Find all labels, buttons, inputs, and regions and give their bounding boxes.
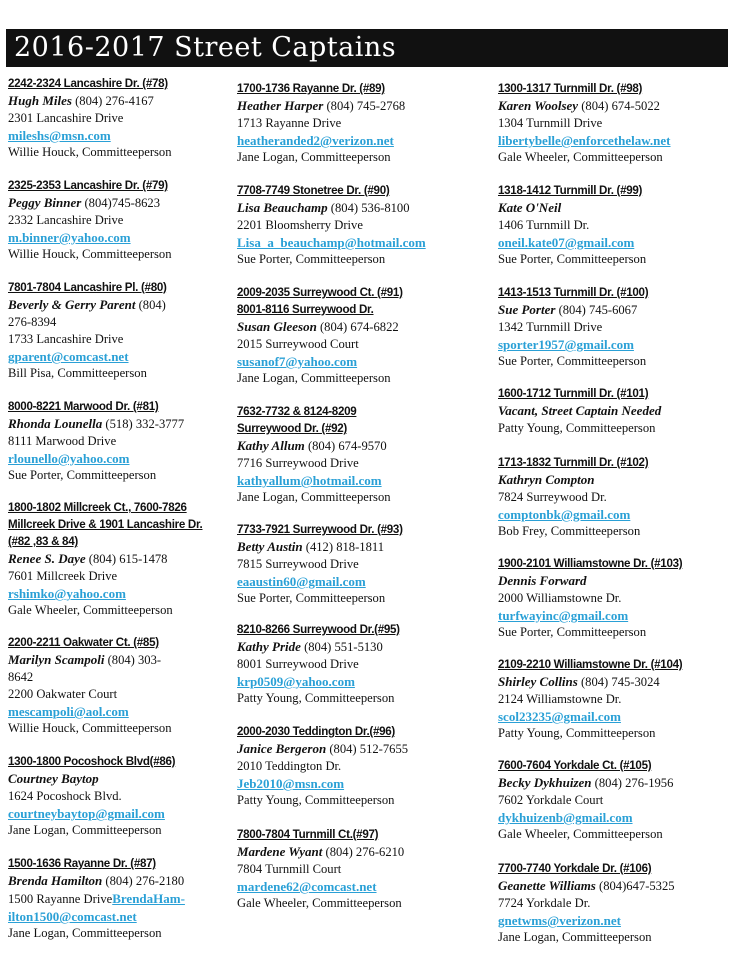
captain-address: 2000 Williamstowne Dr. <box>498 591 622 605</box>
committeeperson: Gale Wheeler, Committeeperson <box>8 603 173 617</box>
email-link[interactable]: m.binner@yahoo.com <box>8 230 131 245</box>
captain-name: Hugh Miles <box>8 93 72 108</box>
captain-phone: (804) 745-2768 <box>323 99 406 113</box>
committeeperson: Bob Frey, Committeeperson <box>498 524 641 538</box>
captain-phone: (804) <box>135 298 166 312</box>
captain-address: 7716 Surreywood Drive <box>237 456 359 470</box>
captain-address-line <box>237 556 403 573</box>
committeeperson: Gale Wheeler, Committeeperson <box>237 896 402 910</box>
email-link[interactable]: rlounello@yahoo.com <box>8 451 130 466</box>
captain-name: Beverly & Gerry Parent <box>8 297 136 312</box>
email-link[interactable]: courtneybaytop@gmail.com <box>8 806 165 821</box>
captain-name: Heather Harper <box>237 98 324 113</box>
committeeperson: Jane Logan, Committeeperson <box>237 150 391 164</box>
captain-line <box>498 301 648 319</box>
captain-name: Lisa Beauchamp <box>237 200 328 215</box>
street-range-header: 1713-1832 Turnmill Dr. (#102) <box>498 456 649 469</box>
captain-address: 1733 Lancashire Drive <box>8 332 124 346</box>
captain-name: Becky Dykhuizen <box>498 775 592 790</box>
street-captain-entry <box>8 177 172 263</box>
captain-phone: (804)647-5325 <box>595 879 675 893</box>
street-captain-entry <box>498 656 682 742</box>
street-captain-entry <box>8 855 185 942</box>
captain-phone: (804) 745-3024 <box>577 675 660 689</box>
captain-line <box>8 194 172 212</box>
captain-address: 1500 Rayanne Drive <box>8 892 113 906</box>
captain-address: 2201 Bloomsherry Drive <box>237 218 363 232</box>
committeeperson: Gale Wheeler, Committeeperson <box>498 150 663 164</box>
captain-phone: (804) 276-4167 <box>71 94 154 108</box>
street-range-header: 7800-7804 Turnmill Ct.(#97) <box>237 828 379 841</box>
street-captain-entry <box>498 454 648 540</box>
committeeperson: Sue Porter, Committeeperson <box>8 468 157 482</box>
captain-line <box>498 471 648 489</box>
captain-line <box>237 740 408 758</box>
street-range-header: 8000-8221 Marwood Dr. (#81) <box>8 400 159 413</box>
captain-address-line <box>498 691 682 708</box>
captain-phone: (804) 276-1956 <box>591 776 674 790</box>
street-range-header: 1700-1736 Rayanne Dr. (#89) <box>237 82 385 95</box>
captain-address-line <box>237 656 400 673</box>
captain-address-line <box>498 895 675 912</box>
captain-line <box>237 97 405 115</box>
captain-phone: (804) 674-5022 <box>578 99 660 113</box>
committeeperson: Sue Porter, Committeeperson <box>498 625 647 639</box>
captain-address: 1713 Rayanne Drive <box>237 116 342 130</box>
captain-address-line <box>498 489 648 506</box>
email-link[interactable]: comptonbk@gmail.com <box>498 507 631 522</box>
committeeperson: Bill Pisa, Committeeperson <box>8 366 147 380</box>
street-captain-entry <box>8 75 172 161</box>
captain-name: Dennis Forward <box>498 573 587 588</box>
captain-name: Rhonda Lounella <box>8 416 103 431</box>
captain-address: 2124 Williamstowne Dr. <box>498 692 622 706</box>
street-captain-entry <box>237 284 403 387</box>
street-captain-entry <box>8 279 167 382</box>
captain-line <box>237 538 403 556</box>
page-title: 2016-2017 Street Captains <box>14 32 397 63</box>
street-range-header: 1300-1800 Pocoshock Blvd(#86) <box>8 755 176 768</box>
committeeperson: Patty Young, Committeeperson <box>237 691 395 705</box>
committeeperson: Willie Houck, Committeeperson <box>8 145 172 159</box>
captain-phone: (804) 615-1478 <box>85 552 168 566</box>
captain-address-line <box>8 433 184 450</box>
captain-name: Marilyn Scampoli <box>8 652 105 667</box>
captain-name: Janice Bergeron <box>237 741 327 756</box>
captain-line <box>237 638 400 656</box>
captain-address-line <box>237 217 426 234</box>
captain-phone: (804) 551-5130 <box>300 640 383 654</box>
email-link[interactable]: rshimko@yahoo.com <box>8 586 126 601</box>
email-link[interactable]: gparent@comcast.net <box>8 349 129 364</box>
email-link[interactable]: mescampoli@aol.com <box>8 704 129 719</box>
captain-line <box>237 318 403 336</box>
captain-address-line <box>498 319 648 336</box>
captain-address: 2200 Oakwater Court <box>8 687 118 701</box>
captain-address: 7602 Yorkdale Court <box>498 793 604 807</box>
captain-address-line <box>237 861 404 878</box>
street-range-header: 8001-8116 Surreywood Dr. <box>237 303 374 316</box>
street-captain-entry <box>237 723 408 809</box>
captain-phone-cont: 276-8394 <box>8 315 57 329</box>
captain-address: 1304 Turnmill Drive <box>498 116 603 130</box>
captain-name: Brenda Hamilton <box>8 873 103 888</box>
street-range-header: Surreywood Dr. (#92) <box>237 422 347 435</box>
captain-line <box>8 651 172 669</box>
captain-address-line <box>498 217 646 234</box>
captain-line <box>237 843 404 861</box>
street-range-header: 1318-1412 Turnmill Dr. (#99) <box>498 184 643 197</box>
captain-name: Susan Gleeson <box>237 319 317 334</box>
captain-name: Kate O'Neil <box>498 200 562 215</box>
street-captain-entry <box>498 182 646 268</box>
captain-name: Kathryn Compton <box>498 472 595 487</box>
captain-name: Mardene Wyant <box>237 844 323 859</box>
street-range-header: 7700-7740 Yorkdale Dr. (#106) <box>498 862 652 875</box>
street-range-header: 7733-7921 Surreywood Dr. (#93) <box>237 523 403 536</box>
captain-address-line <box>8 110 172 127</box>
committeeperson: Jane Logan, Committeeperson <box>237 371 391 385</box>
committeeperson: Jane Logan, Committeeperson <box>498 930 652 944</box>
street-range-header: 7708-7749 Stonetree Dr. (#90) <box>237 184 390 197</box>
email-link[interactable]: libertybelle@enforcethelaw.net <box>498 133 671 148</box>
street-captain-entry <box>498 80 671 166</box>
captain-line <box>8 415 184 433</box>
captain-address: 8111 Marwood Drive <box>8 434 117 448</box>
street-captain-entry <box>237 521 403 607</box>
captain-name: Betty Austin <box>237 539 303 554</box>
captain-phone-cont: 8642 <box>8 670 34 684</box>
captain-line <box>237 437 391 455</box>
email-link[interactable]: dykhuizenb@gmail.com <box>498 810 633 825</box>
street-captain-entry <box>498 385 661 437</box>
captain-address-line <box>8 788 175 805</box>
street-range-header: 2325-2353 Lancashire Dr. (#79) <box>8 179 168 192</box>
email-link[interactable]: mardene62@comcast.net <box>237 879 377 894</box>
street-range-header: 2200-2211 Oakwater Ct. (#85) <box>8 636 159 649</box>
email-link[interactable]: heatheranded2@verizon.net <box>237 133 394 148</box>
street-range-header: 1500-1636 Rayanne Dr. (#87) <box>8 857 156 870</box>
committeeperson: Jane Logan, Committeeperson <box>8 823 162 837</box>
captain-address: 1406 Turnmill Dr. <box>498 218 590 232</box>
captain-address: 2301 Lancashire Drive <box>8 111 124 125</box>
street-range-header: 2109-2210 Williamstowne Dr. (#104) <box>498 658 683 671</box>
captain-name: Shirley Collins <box>498 674 578 689</box>
captain-line <box>498 402 661 420</box>
committeeperson: Willie Houck, Committeeperson <box>8 721 172 735</box>
captain-address-line <box>8 890 185 908</box>
email-link[interactable]: kathyallum@hotmail.com <box>237 473 382 488</box>
committeeperson: Willie Houck, Committeeperson <box>8 247 172 261</box>
street-captain-entry <box>237 403 391 506</box>
captain-name: Geanette Williams <box>498 878 596 893</box>
captain-line <box>8 92 172 110</box>
captain-phone: (804) 745-6067 <box>555 303 638 317</box>
street-range-header: 2009-2035 Surreywood Ct. (#91) <box>237 286 403 299</box>
captain-address-line <box>8 568 202 585</box>
captain-address: 8001 Surreywood Drive <box>237 657 359 671</box>
captain-address-line <box>8 212 172 229</box>
captain-line <box>498 877 675 895</box>
street-captain-entry <box>237 621 400 707</box>
street-range-header: 7801-7804 Lancashire Pl. (#80) <box>8 281 167 294</box>
captain-line <box>498 97 671 115</box>
captain-address: 2332 Lancashire Drive <box>8 213 124 227</box>
committeeperson: Gale Wheeler, Committeeperson <box>498 827 663 841</box>
captain-address-line <box>237 758 408 775</box>
captain-line <box>8 872 185 890</box>
captain-address: 1342 Turnmill Drive <box>498 320 603 334</box>
captain-address: 7601 Millcreek Drive <box>8 569 118 583</box>
committeeperson: Sue Porter, Committeeperson <box>237 252 386 266</box>
email-link[interactable]: BrendaHam- <box>112 891 185 906</box>
captain-address-line <box>237 336 403 353</box>
street-captain-entry <box>498 757 673 843</box>
street-captain-entry <box>237 182 426 268</box>
email-link[interactable]: eaaustin60@gmail.com <box>237 574 366 589</box>
street-range-header: 8210-8266 Surreywood Dr.(#95) <box>237 623 400 636</box>
captain-phone: (804) 536-8100 <box>327 201 410 215</box>
street-captain-entry <box>8 753 175 839</box>
captain-phone: (412) 818-1811 <box>302 540 385 554</box>
captain-phone: (518) 332-3777 <box>102 417 185 431</box>
captain-name: Peggy Binner <box>8 195 82 210</box>
committeeperson: Sue Porter, Committeeperson <box>237 591 386 605</box>
captain-address: 7815 Surreywood Drive <box>237 557 359 571</box>
captain-phone: (804) 276-2180 <box>102 874 185 888</box>
captain-phone: (804) 674-6822 <box>316 320 399 334</box>
captain-name: Sue Porter <box>498 302 556 317</box>
captain-line <box>498 572 682 590</box>
captain-address-line <box>498 792 673 809</box>
street-range-header: 2000-2030 Teddington Dr.(#96) <box>237 725 395 738</box>
captain-phone: (804) 512-7655 <box>326 742 409 756</box>
captain-address-line <box>498 115 671 132</box>
committeeperson: Patty Young, Committeeperson <box>498 421 656 435</box>
email-link[interactable]: gnetwms@verizon.net <box>498 913 621 928</box>
captain-name: Kathy Allum <box>237 438 305 453</box>
street-captain-entry <box>498 284 648 370</box>
email-link[interactable]: Jeb2010@msn.com <box>237 776 345 791</box>
email-link[interactable]: susanof7@yahoo.com <box>237 354 358 369</box>
captain-line <box>498 774 673 792</box>
captain-name: Karen Woolsey <box>498 98 579 113</box>
street-captain-entry <box>8 398 184 484</box>
street-captain-entry <box>8 499 202 619</box>
captain-line <box>8 770 175 788</box>
captain-address-line <box>498 590 682 607</box>
street-captain-entry <box>8 634 172 737</box>
captain-name: Renee S. Daye <box>8 551 86 566</box>
street-range-header: 1413-1513 Turnmill Dr. (#100) <box>498 286 649 299</box>
committeeperson: Sue Porter, Committeeperson <box>498 354 647 368</box>
captain-address: 7824 Surreywood Dr. <box>498 490 607 504</box>
street-range-header: 7600-7604 Yorkdale Ct. (#105) <box>498 759 652 772</box>
email-link[interactable]: sporter1957@gmail.com <box>498 337 634 352</box>
captain-phone: (804) 276-6210 <box>322 845 405 859</box>
captain-name: Vacant, Street Captain Needed <box>498 403 662 418</box>
captain-line <box>8 550 202 568</box>
captain-line <box>237 199 426 217</box>
captain-address: 1624 Pocoshock Blvd. <box>8 789 122 803</box>
street-range-header: 1600-1712 Turnmill Dr. (#101) <box>498 387 649 400</box>
captain-line <box>8 296 167 314</box>
captain-address-line <box>237 115 405 132</box>
captain-address-line <box>237 455 391 472</box>
captain-phone: (804) 303- <box>104 653 162 667</box>
email-link[interactable]: krp0509@yahoo.com <box>237 674 355 689</box>
email-link[interactable]: oneil.kate07@gmail.com <box>498 235 635 250</box>
email-link[interactable]: scol23235@gmail.com <box>498 709 621 724</box>
email-link[interactable]: turfwayinc@gmail.com <box>498 608 629 623</box>
captain-address-line <box>8 686 172 703</box>
title-banner <box>6 29 728 67</box>
street-range-header: 1800-1802 Millcreek Ct., 7600-7826 <box>8 501 187 514</box>
street-captain-entry <box>498 555 682 641</box>
street-captain-entry <box>237 80 405 166</box>
captain-line <box>498 673 682 691</box>
committeeperson: Patty Young, Committeeperson <box>498 726 656 740</box>
captain-address: 2010 Teddington Dr. <box>237 759 342 773</box>
committeeperson: Patty Young, Committeeperson <box>237 793 395 807</box>
committeeperson: Sue Porter, Committeeperson <box>498 252 647 266</box>
street-range-header: Millcreek Drive & 1901 Lancashire Dr. <box>8 518 203 531</box>
street-range-header: 1300-1317 Turnmill Dr. (#98) <box>498 82 643 95</box>
street-range-header: 2242-2324 Lancashire Dr. (#78) <box>8 77 168 90</box>
email-link[interactable]: Lisa_a_beauchamp@hotmail.com <box>237 235 426 250</box>
captain-line <box>498 199 646 217</box>
street-captain-entry <box>498 860 675 946</box>
committeeperson: Jane Logan, Committeeperson <box>8 926 162 940</box>
committeeperson: Jane Logan, Committeeperson <box>237 490 391 504</box>
captain-name: Kathy Pride <box>237 639 301 654</box>
street-range-header: 7632-7732 & 8124-8209 <box>237 405 357 418</box>
captain-phone: (804) 674-9570 <box>304 439 387 453</box>
street-range-header: (#82 ,83 & 84) <box>8 535 78 548</box>
captain-address: 2015 Surreywood Court <box>237 337 359 351</box>
captain-address: 7804 Turnmill Court <box>237 862 342 876</box>
captain-address-line <box>8 331 167 348</box>
street-range-header: 1900-2101 Williamstowne Dr. (#103) <box>498 557 683 570</box>
street-captain-entry <box>237 826 404 912</box>
email-link[interactable]: mileshs@msn.com <box>8 128 111 143</box>
captain-address: 7724 Yorkdale Dr. <box>498 896 591 910</box>
captain-phone: (804)745-8623 <box>81 196 161 210</box>
email-link[interactable]: ilton1500@comcast.net <box>8 909 137 924</box>
captain-name: Courtney Baytop <box>8 771 99 786</box>
